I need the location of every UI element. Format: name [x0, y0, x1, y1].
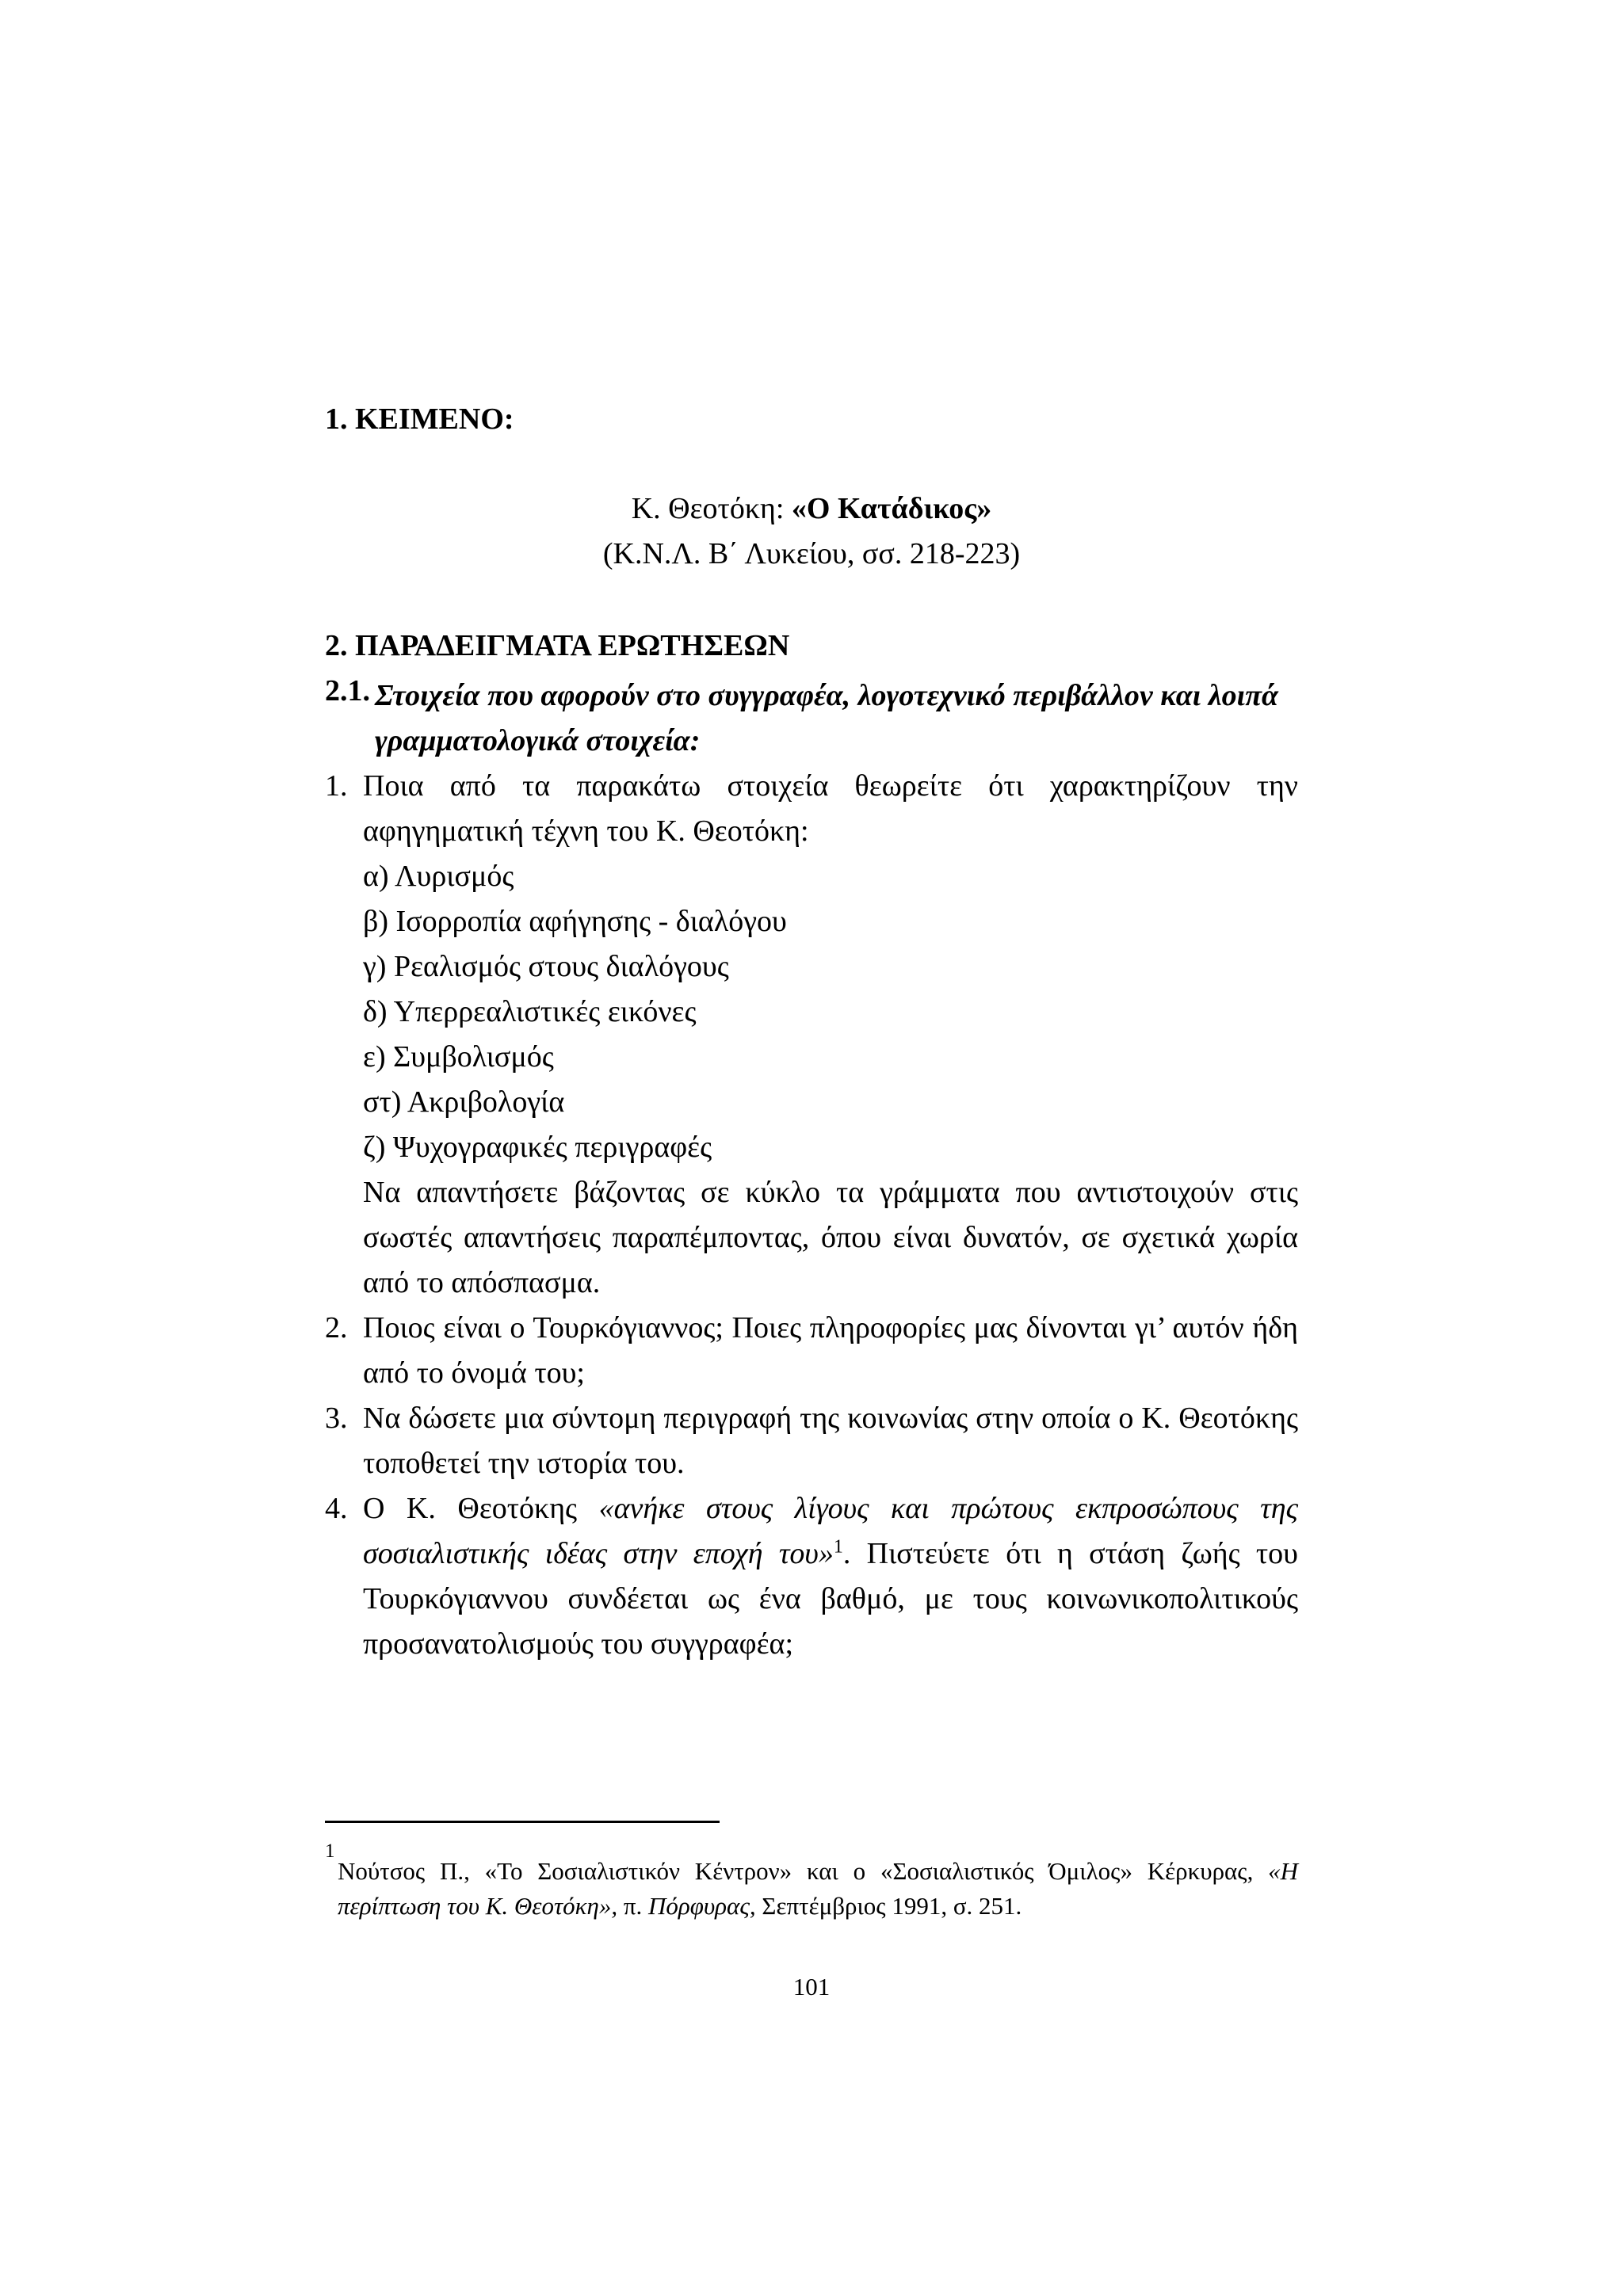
question-1-option-st: στ) Ακριβολογία	[363, 1085, 565, 1119]
subsection-number: 2.1.	[325, 674, 370, 707]
question-3-number: 3.	[325, 1402, 348, 1435]
question-4-number: 4.	[325, 1492, 348, 1525]
question-1-text: Ποια από τα παρακάτω στοιχεία θεωρείτε ότι χαρακτηρίζουν την αφηγηματική τέχνη του Κ. Θεοτόκη:	[363, 769, 1298, 848]
section-1-heading: 1. ΚΕΙΜΕΝΟ:	[325, 402, 514, 436]
question-4-quote: «ανήκε στους λίγους και πρώτους εκπροσώπους της σοσιαλιστικής ιδέας στην εποχή του»	[363, 1492, 1299, 1570]
footnote-text-plain: Νούτσος Π., «Το Σοσιαλιστικόν Κέντρον» και ο «Σοσιαλιστικός Όμιλος» Κέρκυρας,	[338, 1857, 1269, 1885]
question-4-text-end: . Πιστεύετε ότι η στάση ζωής του Τουρκόγιαννου συνδέεται ως ένα βαθμό, με τους κοινωνικοπολιτικούς προσανατολισμούς του συγγραφέα;	[363, 1537, 1298, 1661]
subsection-title: Στοιχεία που αφορούν στο συγγραφέα, λογοτεχνικό περιβάλλον και λοιπά γραμματολογικά στοιχεία:	[375, 679, 1278, 757]
question-1-option-e: ε) Συμβολισμός	[363, 1040, 554, 1074]
question-1-option-b: β) Ισορροπία αφήγησης - διαλόγου	[363, 905, 787, 938]
question-2-text: Ποιος είναι ο Τουρκόγιαννος; Ποιες πληροφορίες μας δίνονται γι’ αυτόν ήδη από το όνομά του;	[363, 1311, 1298, 1390]
work-source: (Κ.Ν.Λ. Β΄ Λυκείου, σσ. 218-223)	[602, 537, 1021, 570]
question-2-number: 2.	[325, 1311, 348, 1344]
question-1-option-d: δ) Υπερρεαλιστικές εικόνες	[363, 995, 697, 1028]
work-title: «Ο Κατάδικος»	[791, 492, 992, 525]
question-4-text-start: Ο Κ. Θεοτόκης	[363, 1492, 599, 1525]
question-4-text	[363, 1486, 1298, 1667]
footnote-text-end: Σεπτέμβριος 1991, σ. 251.	[755, 1892, 1022, 1920]
footnote-text-italic-title: «Η περίπτωση του Κ. Θεοτόκη»,	[338, 1857, 1298, 1920]
question-1-option-a: α) Λυρισμός	[363, 860, 514, 893]
page-number: 101	[792, 1973, 831, 2000]
footnote-text-mid: π.	[617, 1892, 649, 1920]
footnote-divider	[325, 1821, 720, 1823]
question-1-option-z: ζ) Ψυχογραφικές περιγραφές	[363, 1131, 712, 1164]
question-1-option-c: γ) Ρεαλισμός στους διαλόγους	[363, 950, 729, 983]
section-2-heading: 2. ΠΑΡΑΔΕΙΓΜΑΤΑ ΕΡΩΤΗΣΕΩΝ	[325, 629, 790, 662]
question-1-number: 1.	[325, 769, 348, 803]
work-reference	[0, 491, 1623, 526]
work-author: Κ. Θεοτόκη:	[631, 492, 792, 525]
question-3-text: Να δώσετε μια σύντομη περιγραφή της κοινωνίας στην οποία ο Κ. Θεοτόκης τοποθετεί την ιστορία του.	[363, 1402, 1298, 1480]
question-1-instruction: Να απαντήσετε βάζοντας σε κύκλο τα γράμματα που αντιστοιχούν στις σωστές απαντήσεις παραπέμποντας, όπου είναι δυνατόν, σε σχετικά χωρία από το απόσπασμα.	[363, 1176, 1298, 1299]
footnote-text-italic-journal: Πόρφυρας,	[648, 1892, 756, 1920]
footnote-text	[338, 1854, 1298, 1924]
footnote-mark: 1	[325, 1840, 335, 1862]
footnote-reference: 1	[833, 1536, 843, 1558]
